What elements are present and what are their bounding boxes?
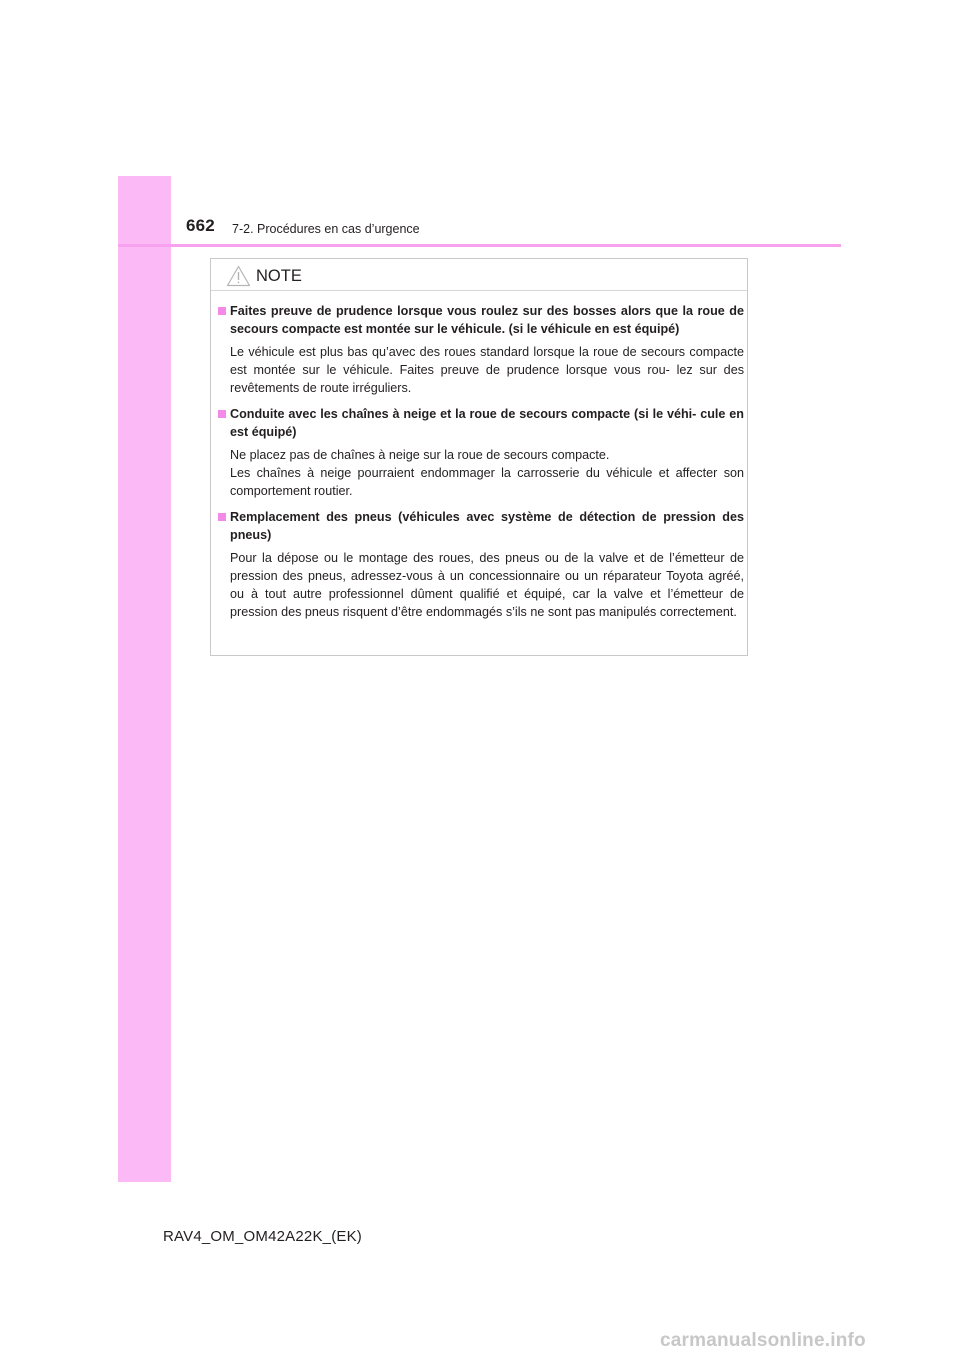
square-bullet-icon	[218, 307, 226, 315]
note-header	[226, 263, 302, 289]
header-rule	[118, 244, 841, 247]
note-item	[218, 508, 744, 621]
square-bullet-icon	[218, 410, 226, 418]
note-label: NOTE	[256, 266, 302, 285]
note-paragraph: Le véhicule est plus bas qu’avec des roues standard lorsque la roue de secours compacte est montée sur le véhicule. Faites preuve de prudence lorsque vous rou- lez sur des revêtements de route irréguliers.	[230, 345, 744, 395]
note-item-title	[218, 302, 744, 338]
note-item-title-text: Conduite avec les chaînes à neige et la roue de secours compacte (si le véhi- cule en est équipé)	[230, 407, 744, 439]
warning-triangle-icon	[226, 265, 251, 287]
note-item-title	[218, 508, 744, 544]
note-item	[218, 302, 744, 397]
note-paragraph: Ne placez pas de chaînes à neige sur la roue de secours compacte.	[230, 448, 610, 462]
chapter-tab-band	[118, 176, 171, 1182]
page-number: 662	[186, 216, 215, 235]
note-item-body	[218, 549, 744, 621]
section-title: 7-2. Procédures en cas d’urgence	[232, 222, 420, 236]
note-paragraph: Les chaînes à neige pourraient endommager la carrosserie du véhicule et affecter son comportement routier.	[230, 466, 744, 498]
square-bullet-icon	[218, 513, 226, 521]
note-item	[218, 405, 744, 500]
note-item-title-text: Remplacement des pneus (véhicules avec système de détection de pression des pneus)	[230, 510, 744, 542]
note-paragraph: Pour la dépose ou le montage des roues, des pneus ou de la valve et de l’émetteur de pression des pneus, adressez-vous à un concessionnaire ou un réparateur Toyota agréé, ou à tout autre professionnel dûment qualifié et équipé, car la valve et l’émetteur de pression des pneus risquent d’être endommagés s’ils ne sont pas manipulés correctement.	[230, 551, 744, 619]
note-item-title	[218, 405, 744, 441]
note-box	[210, 258, 748, 656]
note-divider	[211, 290, 747, 291]
note-item-body	[218, 446, 744, 500]
note-items	[218, 302, 744, 629]
watermark: carmanualsonline.info	[660, 1330, 866, 1351]
note-item-body	[218, 343, 744, 397]
note-item-title-text: Faites preuve de prudence lorsque vous roulez sur des bosses alors que la roue de secours compacte est montée sur le véhicule. (si le véhicule en est équipé)	[230, 304, 744, 336]
footer-document-code: RAV4_OM_OM42A22K_(EK)	[163, 1228, 363, 1245]
